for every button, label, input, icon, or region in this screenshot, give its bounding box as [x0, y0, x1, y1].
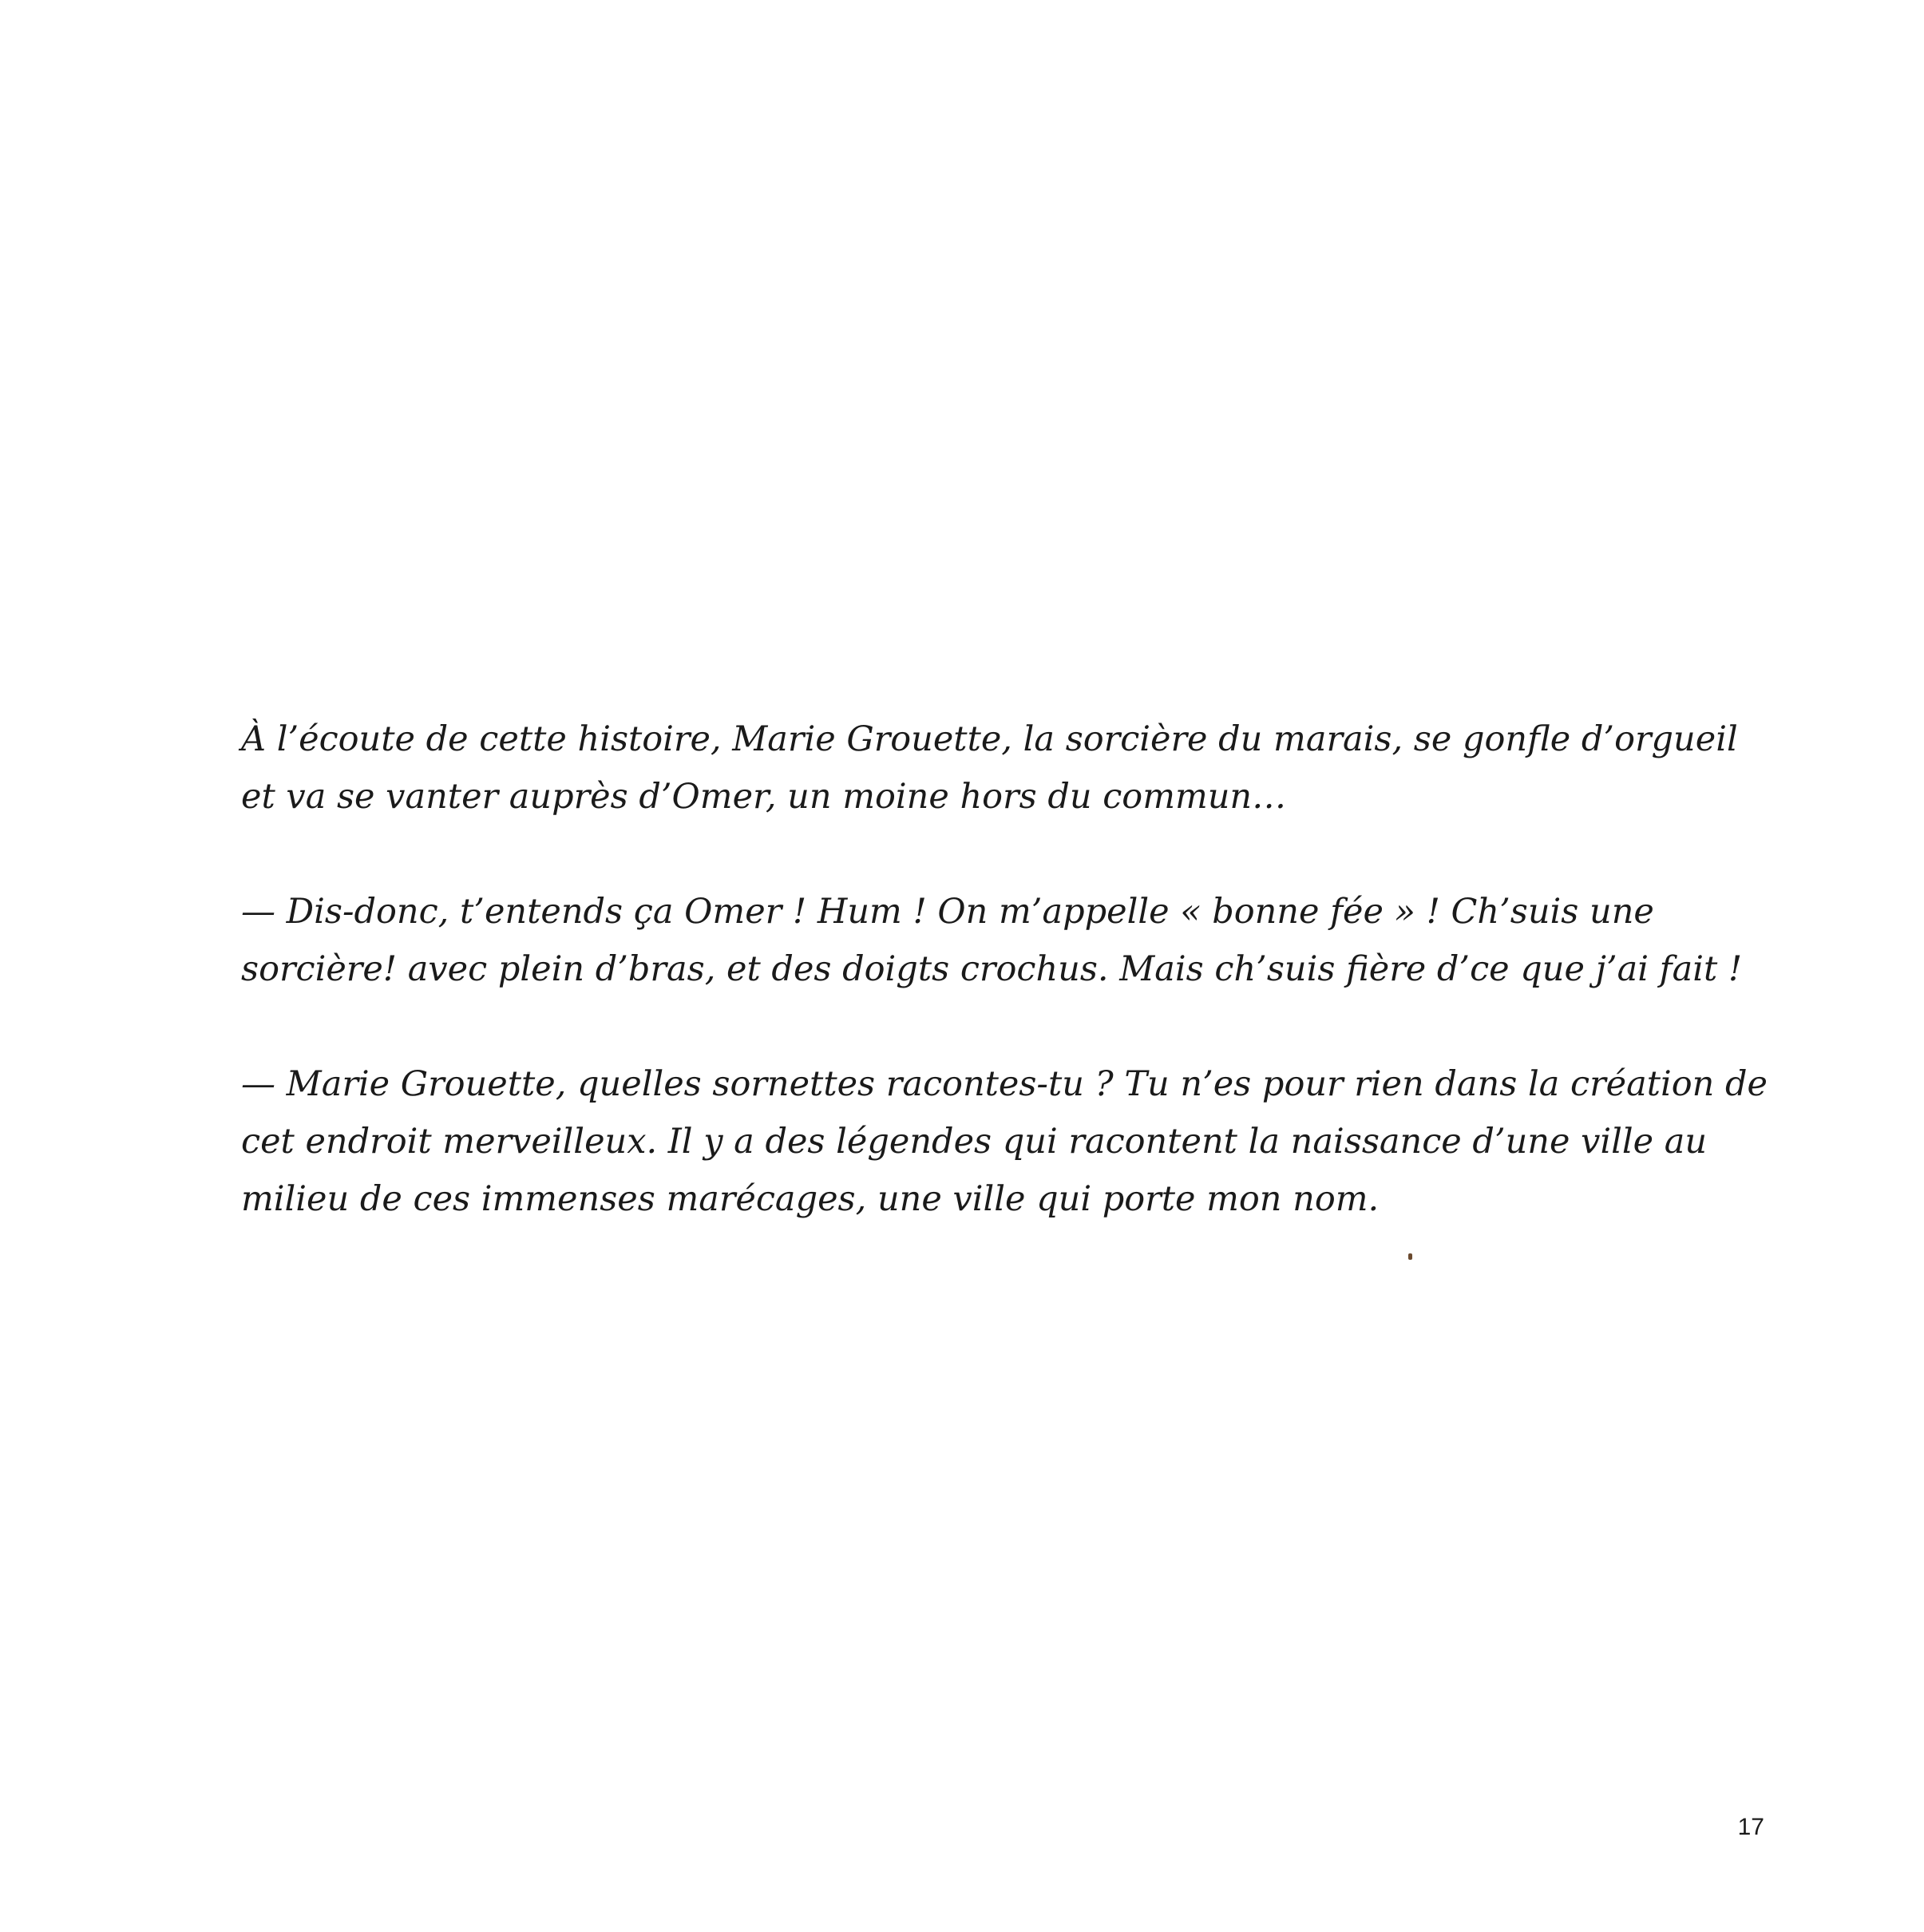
page-number: 17	[1737, 1814, 1764, 1840]
paragraph-dialogue-omer: — Marie Grouette, quelles sornettes racontes-tu ? Tu n’es pour rien dans la création de cet endroit merveilleux. Il y a des légendes qui racontent la naissance d’une ville au milieu de ces immenses marécages, une ville qui porte mon nom.	[241, 1064, 1768, 1219]
ink-speck	[1408, 1253, 1412, 1260]
paragraph-narration: À l’écoute de cette histoire, Marie Grouette, la sorcière du marais, se gonfle d’orgueil et va se vanter auprès d’Omer, un moine hors du commun…	[241, 719, 1738, 817]
text-block	[241, 711, 1782, 1228]
paragraph-dialogue-marie: — Dis-donc, t’entends ça Omer ! Hum ! On m’appelle « bonne fée » ! Ch’suis une sorcière! avec plein d’bras, et des doigts crochus. Mais ch’suis fière d’ce que j’ai fait !	[241, 892, 1743, 989]
